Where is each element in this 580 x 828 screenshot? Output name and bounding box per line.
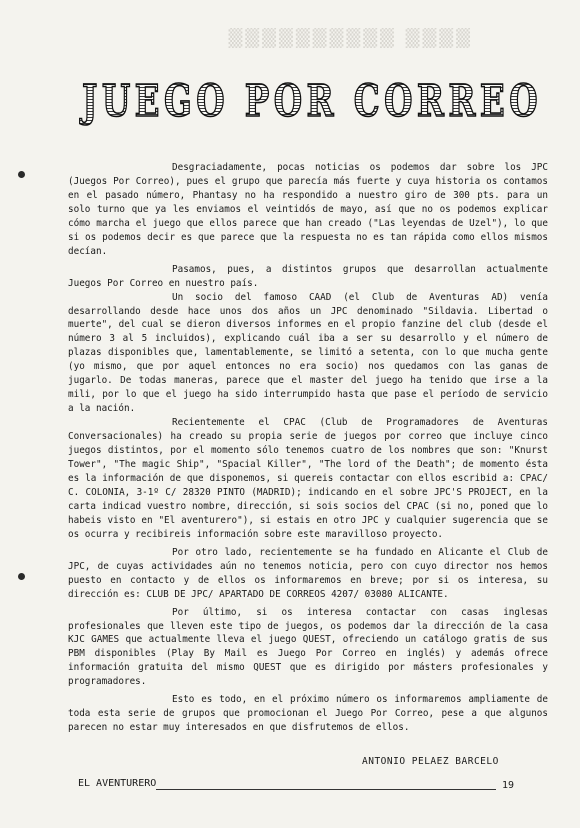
page-number: 19	[502, 780, 515, 791]
binder-hole-mark	[18, 171, 25, 178]
paragraph: Recientemente el CPAC (Club de Programadores de Aventuras Conversacionales) ha creado su propia serie de juegos por correo que incluye cinco juegos distintos, por el momento sólo tenemos cuatro de los nombres que son: "Knurst Tower", "The magic Ship", "Spacial Killer", "The lord of the Death"; de momento ésta es la información de que disponemos, si quereis contactar con ellos escribid a: CPAC/ C. COLONIA, 3-1º C/ 28320 PINTO (MADRID); indicando en el sobre JPC'S PROJECT, en la carta indicad vuestro nombre, dirección, si sois socios del CPAC (si no, poned que lo habeis visto en "El aventurero"), si estais en otro JPC y cualquier sugerencia que se os ocurra y recibireis información sobre este maravilloso proyecto.	[68, 417, 548, 540]
binder-hole-mark	[18, 573, 25, 580]
paragraph: Desgraciadamente, pocas noticias os podemos dar sobre los JPC (Juegos Por Correo), pues el grupo que parecía más fuerte y cuya historia os contamos en el pasado número, Phantasy no ha respondido a nuestro giro de 300 pts. para un solo turno que ya les enviamos el veintidós de mayo, así que no os podemos explicar cómo marcha el juego que ellos parece que han creado ("Las leyendas de Uzel"), lo que si os podemos decir es que parece que la respuesta no es tan rápida como ellos mismos decían.	[68, 162, 548, 257]
page-footer	[78, 778, 518, 794]
page-title-text: JUEGO POR CORREO	[79, 76, 543, 127]
paragraph: Esto es todo, en el próximo número os informaremos ampliamente de toda esta serie de grupos que promocionan el Juego Por Correo, pese a que algunos parecen no estar muy interesados en que disfrutemos de ellos.	[68, 694, 548, 734]
bleed-through-text: ▒▒▒▒ ▒▒▒▒▒▒▒▒▒▒	[225, 28, 470, 48]
magazine-name: EL AVENTURERO	[78, 778, 157, 789]
paragraph: Por último, si os interesa contactar con casas inglesas profesionales que lleven este tipo de juegos, os podemos dar la dirección de la casa KJC GAMES que actualmente lleva el juego QUEST, ofreciendo un catálogo gratis de sus PBM disponibles (Play By Mail es Juego Por Correo en inglés) y además ofrece información gratuita del mismo QUEST que es dirigido por másters profesionales y programadores.	[68, 606, 548, 688]
paragraph: Un socio del famoso CAAD (el Club de Aventuras AD) venía desarrollando desde hace unos dos años un JPC denominado "Sildavia. Libertad o muerte", del cual se dieron diversos informes en el propio fanzine del club (desde el número 3 al 5 incluidos), explicando cuál iba a ser su desarrollo y el número de plazas disponibles que, lamentablemente, se limitó a setenta, con lo que mucha gente (yo mismo, que por aquel entonces no era socio) nos quedamos con las ganas de jugarlo. De todas maneras, parece que el master del juego ha tenido que irse a la mili, por lo que el juego ha sido interrumpido hasta que pase el período de servicio a la nación.	[68, 291, 548, 415]
paragraph: Por otro lado, recientemente se ha fundado en Alicante el Club de JPC, de cuyas actividades aún no tenemos noticia, pero con cuyo director nos hemos puesto en contacto y de ellos os informaremos en breve; por si os interesa, su dirección es: CLUB DE JPC/ APARTADO DE CORREOS 4207/ 03080 ALICANTE.	[68, 546, 548, 600]
author-signature: ANTONIO PELAEZ BARCELO	[362, 756, 499, 767]
footer-rule	[156, 789, 496, 790]
page-title	[78, 68, 548, 128]
paragraph: Pasamos, pues, a distintos grupos que desarrollan actualmente Juegos Por Correo en nuestro país.	[68, 263, 548, 289]
article-body	[68, 161, 548, 735]
